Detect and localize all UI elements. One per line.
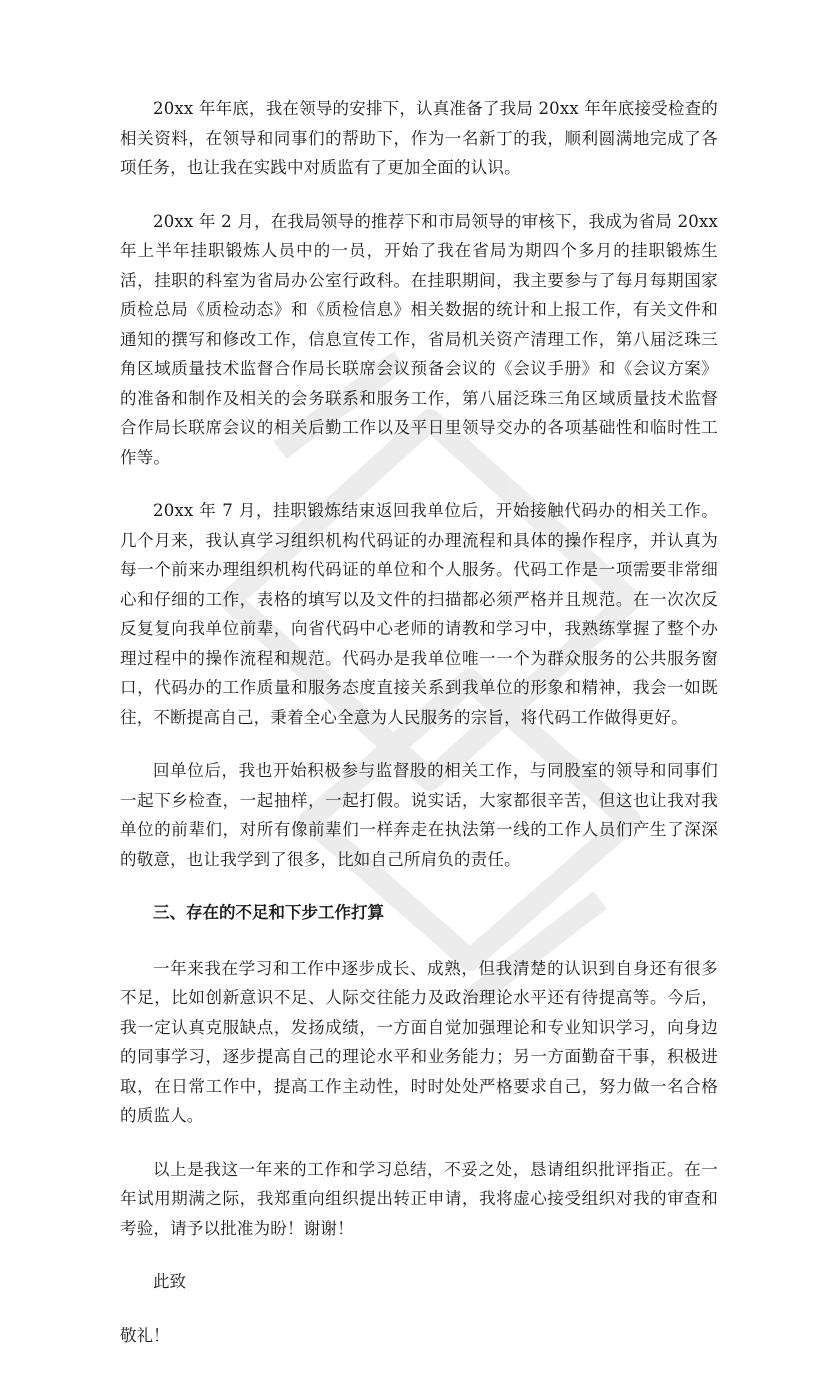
paragraph-2: 20xx 年 2 月，在我局领导的推荐下和市局领导的审核下，我成为省局 20xx 年上半年挂职锻炼人员中的一员，开始了我在省局为期四个多月的挂职锻炼生活，挂职的科室为省局办公室行政科。在挂职期间，我主要参与了每月每期国家质检总局《质检动态》和《质检信息》相关数据的统计和上报工作，有关文件和通知的撰写和修改工作，信息宣传工作，省局机关资产清理工作，第八届泛珠三角区域质量技术监督合作局长联席会议预备会议的《会议手册》和《会议方案》的准备和制作及相关的会务联系和服务工作，第八届泛珠三角区域质量技术监督合作局长联席会议的相关后勤工作以及平日里领导交办的各项基础性和临时性工作等。 [120, 211, 718, 467]
closing-salutation: 此致 [153, 1272, 186, 1291]
paragraph-6: 以上是我这一年来的工作和学习总结，不妥之处，恳请组织批评指正。在一年试用期满之际，我郑重向组织提出转正申请，我将虚心接受组织对我的审查和考验，请予以批准为盼！谢谢！ [120, 1159, 718, 1238]
paragraph-3: 20xx 年 7 月，挂职锻炼结束返回我单位后，开始接触代码办的相关工作。几个月来，我认真学习组织机构代码证的办理流程和具体的操作程序，并认真为每一个前来办理组织机构代码证的单位和个人服务。代码工作是一项需要非常细心和仔细的工作，表格的填写以及文件的扫描都必须严格并且规范。在一次次反反复复向我单位前辈，向省代码中心老师的请教和学习中，我熟练掌握了整个办理过程中的操作流程和规范。代码办是我单位唯一一个为群众服务的公共服务窗口，代码办的工作质量和服务态度直接关系到我单位的形象和精神，我会一如既往，不断提高自己，秉着全心全意为人民服务的宗旨，将代码工作做得更好。 [120, 501, 718, 727]
paragraph-5: 一年来我在学习和工作中逐步成长、成熟，但我清楚的认识到自身还有很多不足，比如创新意识不足、人际交往能力及政治理论水平还有待提高等。今后，我一定认真克服缺点，发扬成绩，一方面自觉加强理论和专业知识学习，向身边的同事学习，逐步提高自己的理论水平和业务能力；另一方面勤奋干事，积极进取，在日常工作中，提高工作主动性，时时处处严格要求自己，努力做一名合格的质监人。 [120, 958, 718, 1125]
section-heading: 三、存在的不足和下步工作打算 [153, 903, 384, 922]
document-body [120, 94, 718, 1374]
paragraph-1: 20xx 年年底，我在领导的安排下，认真准备了我局 20xx 年年底接受检查的相关资料，在领导和同事们的帮助下，作为一名新丁的我，顺利圆满地完成了各项任务，也让我在实践中对质监有了更加全面的认识。 [120, 99, 718, 177]
closing-regards: 敬礼！ [120, 1325, 170, 1345]
paragraph-4: 回单位后，我也开始积极参与监督股的相关工作，与同股室的领导和同事们一起下乡检查，一起抽样，一起打假。说实话，大家都很辛苦，但这也让我对我单位的前辈们，对所有像前辈们一样奔走在执法第一线的工作人员们产生了深深的敬意，也让我学到了很多，比如自己所肩负的责任。 [120, 761, 718, 869]
